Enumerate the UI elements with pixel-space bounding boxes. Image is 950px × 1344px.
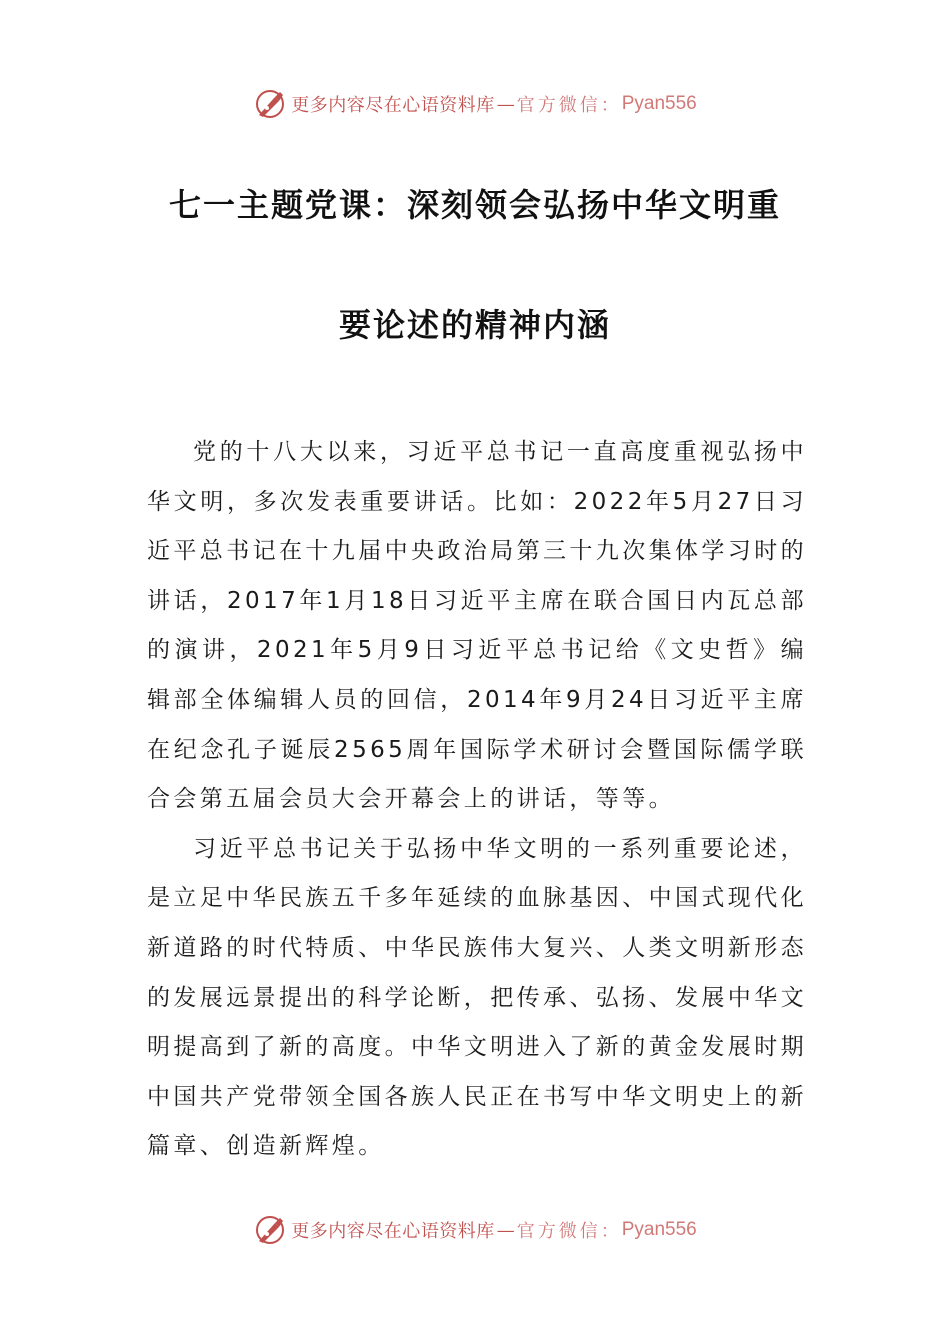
banner-official-label: 官方微信： [516, 95, 622, 116]
banner-site-text: 更多内容尽在心语资料库 [291, 95, 495, 116]
header-banner [0, 84, 950, 124]
pen-nib-logo-icon [253, 87, 287, 121]
banner-separator: — [496, 1219, 515, 1241]
pen-nib-logo-icon [253, 1213, 287, 1247]
page-title-line-1: 七一主题党课：深刻领会弘扬中华文明重 [168, 186, 781, 224]
banner-site-text: 更多内容尽在心语资料库 [291, 1221, 495, 1242]
footer-banner [0, 1210, 950, 1250]
banner-wechat-id: Pyan556 [621, 1219, 697, 1240]
page-title-line-2: 要论述的精神内涵 [338, 306, 611, 344]
document-body [147, 428, 807, 1172]
paragraph: 习近平总书记关于弘扬中华文明的一系列重要论述，是立足中华民族五千多年延续的血脉基因、中国式现代化新道路的时代特质、中华民族伟大复兴、人类文明新形态的发展远景提出的科学论断，把传承、弘扬、发展中华文明提高到了新的高度。中华文明进入了新的黄金发展时期中国共产党带领全国各族人民正在书写中华文明史上的新篇章、创造新辉煌。 [147, 835, 807, 1160]
paragraph: 党的十八大以来，习近平总书记一直高度重视弘扬中华文明，多次发表重要讲话。比如：2022年5月27日习近平总书记在十九届中央政治局第三十九次集体学习时的讲话，2017年1月18日习近平主席在联合国日内瓦总部的演讲，2021年5月9日习近平总书记给《文史哲》编辑部全体编辑人员的回信，2014年9月24日习近平主席在纪念孔子诞辰2565周年国际学术研讨会暨国际儒学联合会第五届会员大会开幕会上的讲话，等等。 [147, 439, 807, 813]
banner-separator: — [496, 93, 515, 115]
banner-official-label: 官方微信： [516, 1221, 622, 1242]
banner-wechat-id: Pyan556 [621, 93, 697, 114]
